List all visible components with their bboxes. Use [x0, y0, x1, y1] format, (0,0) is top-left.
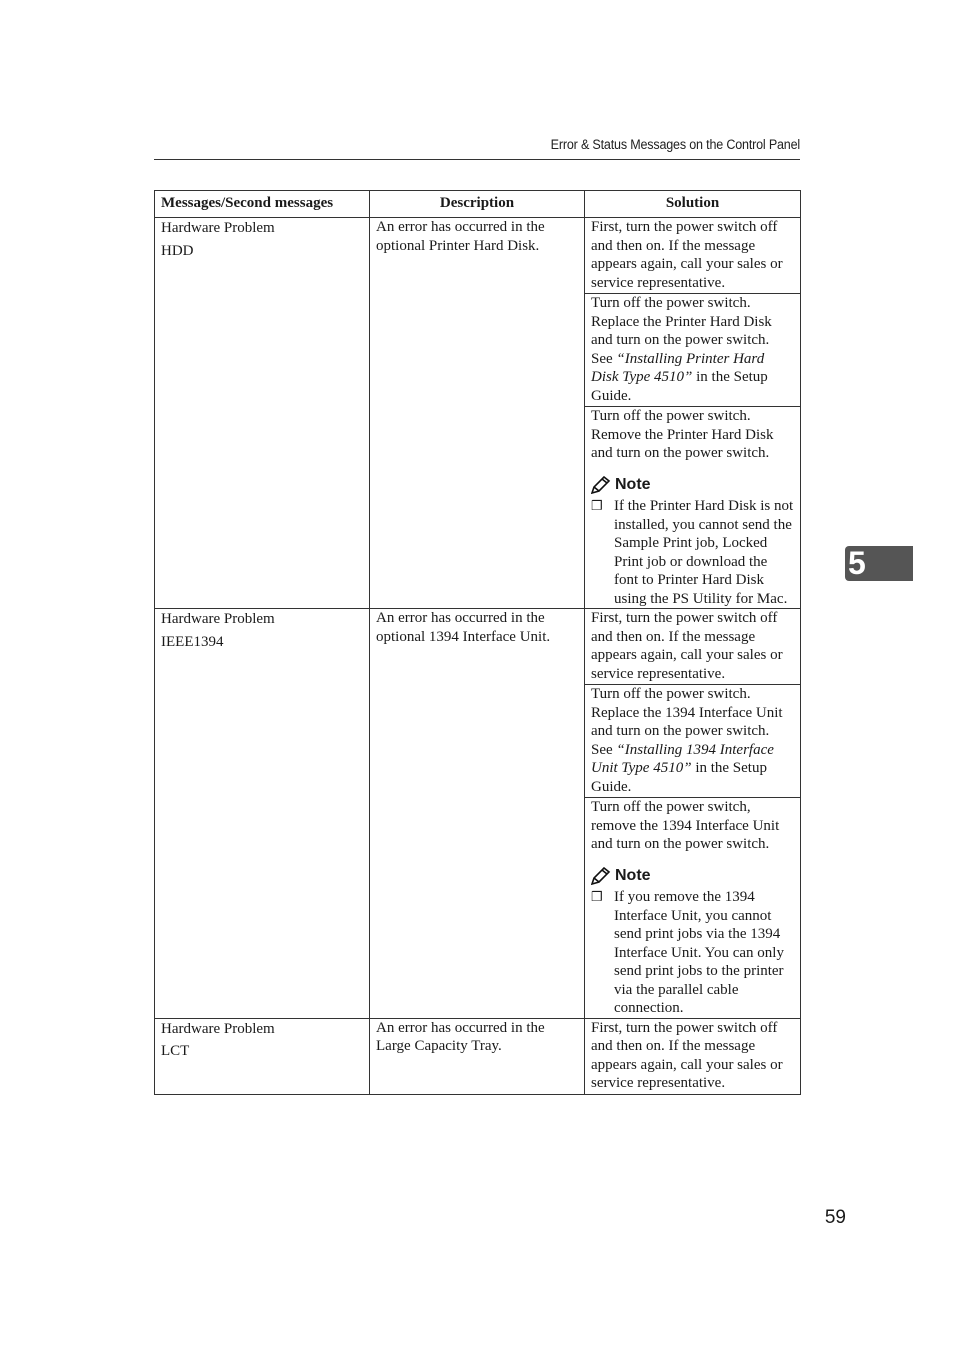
page-number: 59: [824, 1207, 846, 1228]
running-header: Error & Status Messages on the Control Panel: [550, 137, 800, 152]
table-row: [155, 609, 801, 685]
solution-cell: First, turn the power switch off and then on. If the message appears again, call your sales or service representative.: [585, 218, 801, 294]
note-label: Note: [615, 866, 651, 884]
solution-text: Turn off the power switch. Replace the 1394 Interface Unit and turn on the power switch. See: [591, 686, 783, 758]
note-text: If you remove the 1394 Interface Unit, you cannot send print jobs via the 1394 Interface Unit. You can only send print jobs to the printer via the parallel cable connection.: [614, 889, 784, 1016]
note-heading: [591, 476, 794, 495]
table-row: [155, 218, 801, 294]
second-message-text: IEEE1394: [161, 633, 224, 650]
solution-text: Turn off the power switch. Remove the Printer Hard Disk and turn on the power switch.: [591, 408, 774, 461]
table-row: [155, 1018, 801, 1094]
message-cell: [155, 218, 370, 609]
column-header-solution: Solution: [585, 191, 801, 218]
message-cell: [155, 1018, 370, 1094]
solution-text: in the Setup Guide.: [591, 369, 768, 404]
description-cell: An error has occurred in the optional 1394 Interface Unit.: [370, 609, 585, 1019]
message-text: Hardware Problem: [161, 611, 275, 627]
second-message-text: HDD: [161, 242, 194, 259]
pencil-note-icon: [591, 867, 611, 885]
solution-cell: [585, 798, 801, 1019]
message-cell: [155, 609, 370, 1019]
chapter-number: 5: [848, 545, 866, 581]
checkbox-bullet-icon: ❒: [591, 498, 603, 513]
solution-text: Turn off the power switch, remove the 1394 Interface Unit and turn on the power switch.: [591, 799, 780, 852]
solution-cell: First, turn the power switch off and then on. If the message appears again, call your sales or service representative.: [585, 609, 801, 685]
message-text: Hardware Problem: [161, 1020, 275, 1037]
table-header-row: [155, 191, 801, 218]
solution-cell: [585, 407, 801, 609]
column-header-description: Description: [370, 191, 585, 218]
column-header-messages: Messages/Second messages: [155, 191, 370, 218]
checkbox-bullet-icon: ❒: [591, 889, 603, 904]
pencil-note-icon: [591, 476, 611, 494]
setup-guide-reference: “Installing 1394 Interface Unit Type 4510”: [591, 741, 774, 776]
solution-cell: [585, 685, 801, 798]
note-label: Note: [615, 475, 651, 493]
error-message-table: [154, 190, 801, 1095]
second-message-text: LCT: [161, 1043, 190, 1059]
solution-text: Turn off the power switch. Replace the Printer Hard Disk and turn on the power switch. See: [591, 295, 772, 367]
solution-cell: First, turn the power switch off and then on. If the message appears again, call your sales or service representative.: [585, 1018, 801, 1094]
solution-cell: [585, 294, 801, 407]
solution-text: in the Setup Guide.: [591, 760, 767, 795]
message-text: Hardware Problem: [161, 220, 275, 236]
note-item: [591, 497, 794, 608]
description-cell: An error has occurred in the Large Capacity Tray.: [370, 1018, 585, 1094]
header-rule: [154, 159, 800, 160]
setup-guide-reference: “Installing Printer Hard Disk Type 4510”: [591, 350, 765, 385]
chapter-tab: [845, 546, 913, 581]
note-text: If the Printer Hard Disk is not installed, you cannot send the Sample Print job, Locked Print job or download the font to Printer Hard Disk using the PS Utility for Mac.: [614, 498, 794, 607]
note-heading: [591, 867, 794, 886]
note-item: [591, 888, 794, 1018]
description-cell: An error has occurred in the optional Printer Hard Disk.: [370, 218, 585, 609]
